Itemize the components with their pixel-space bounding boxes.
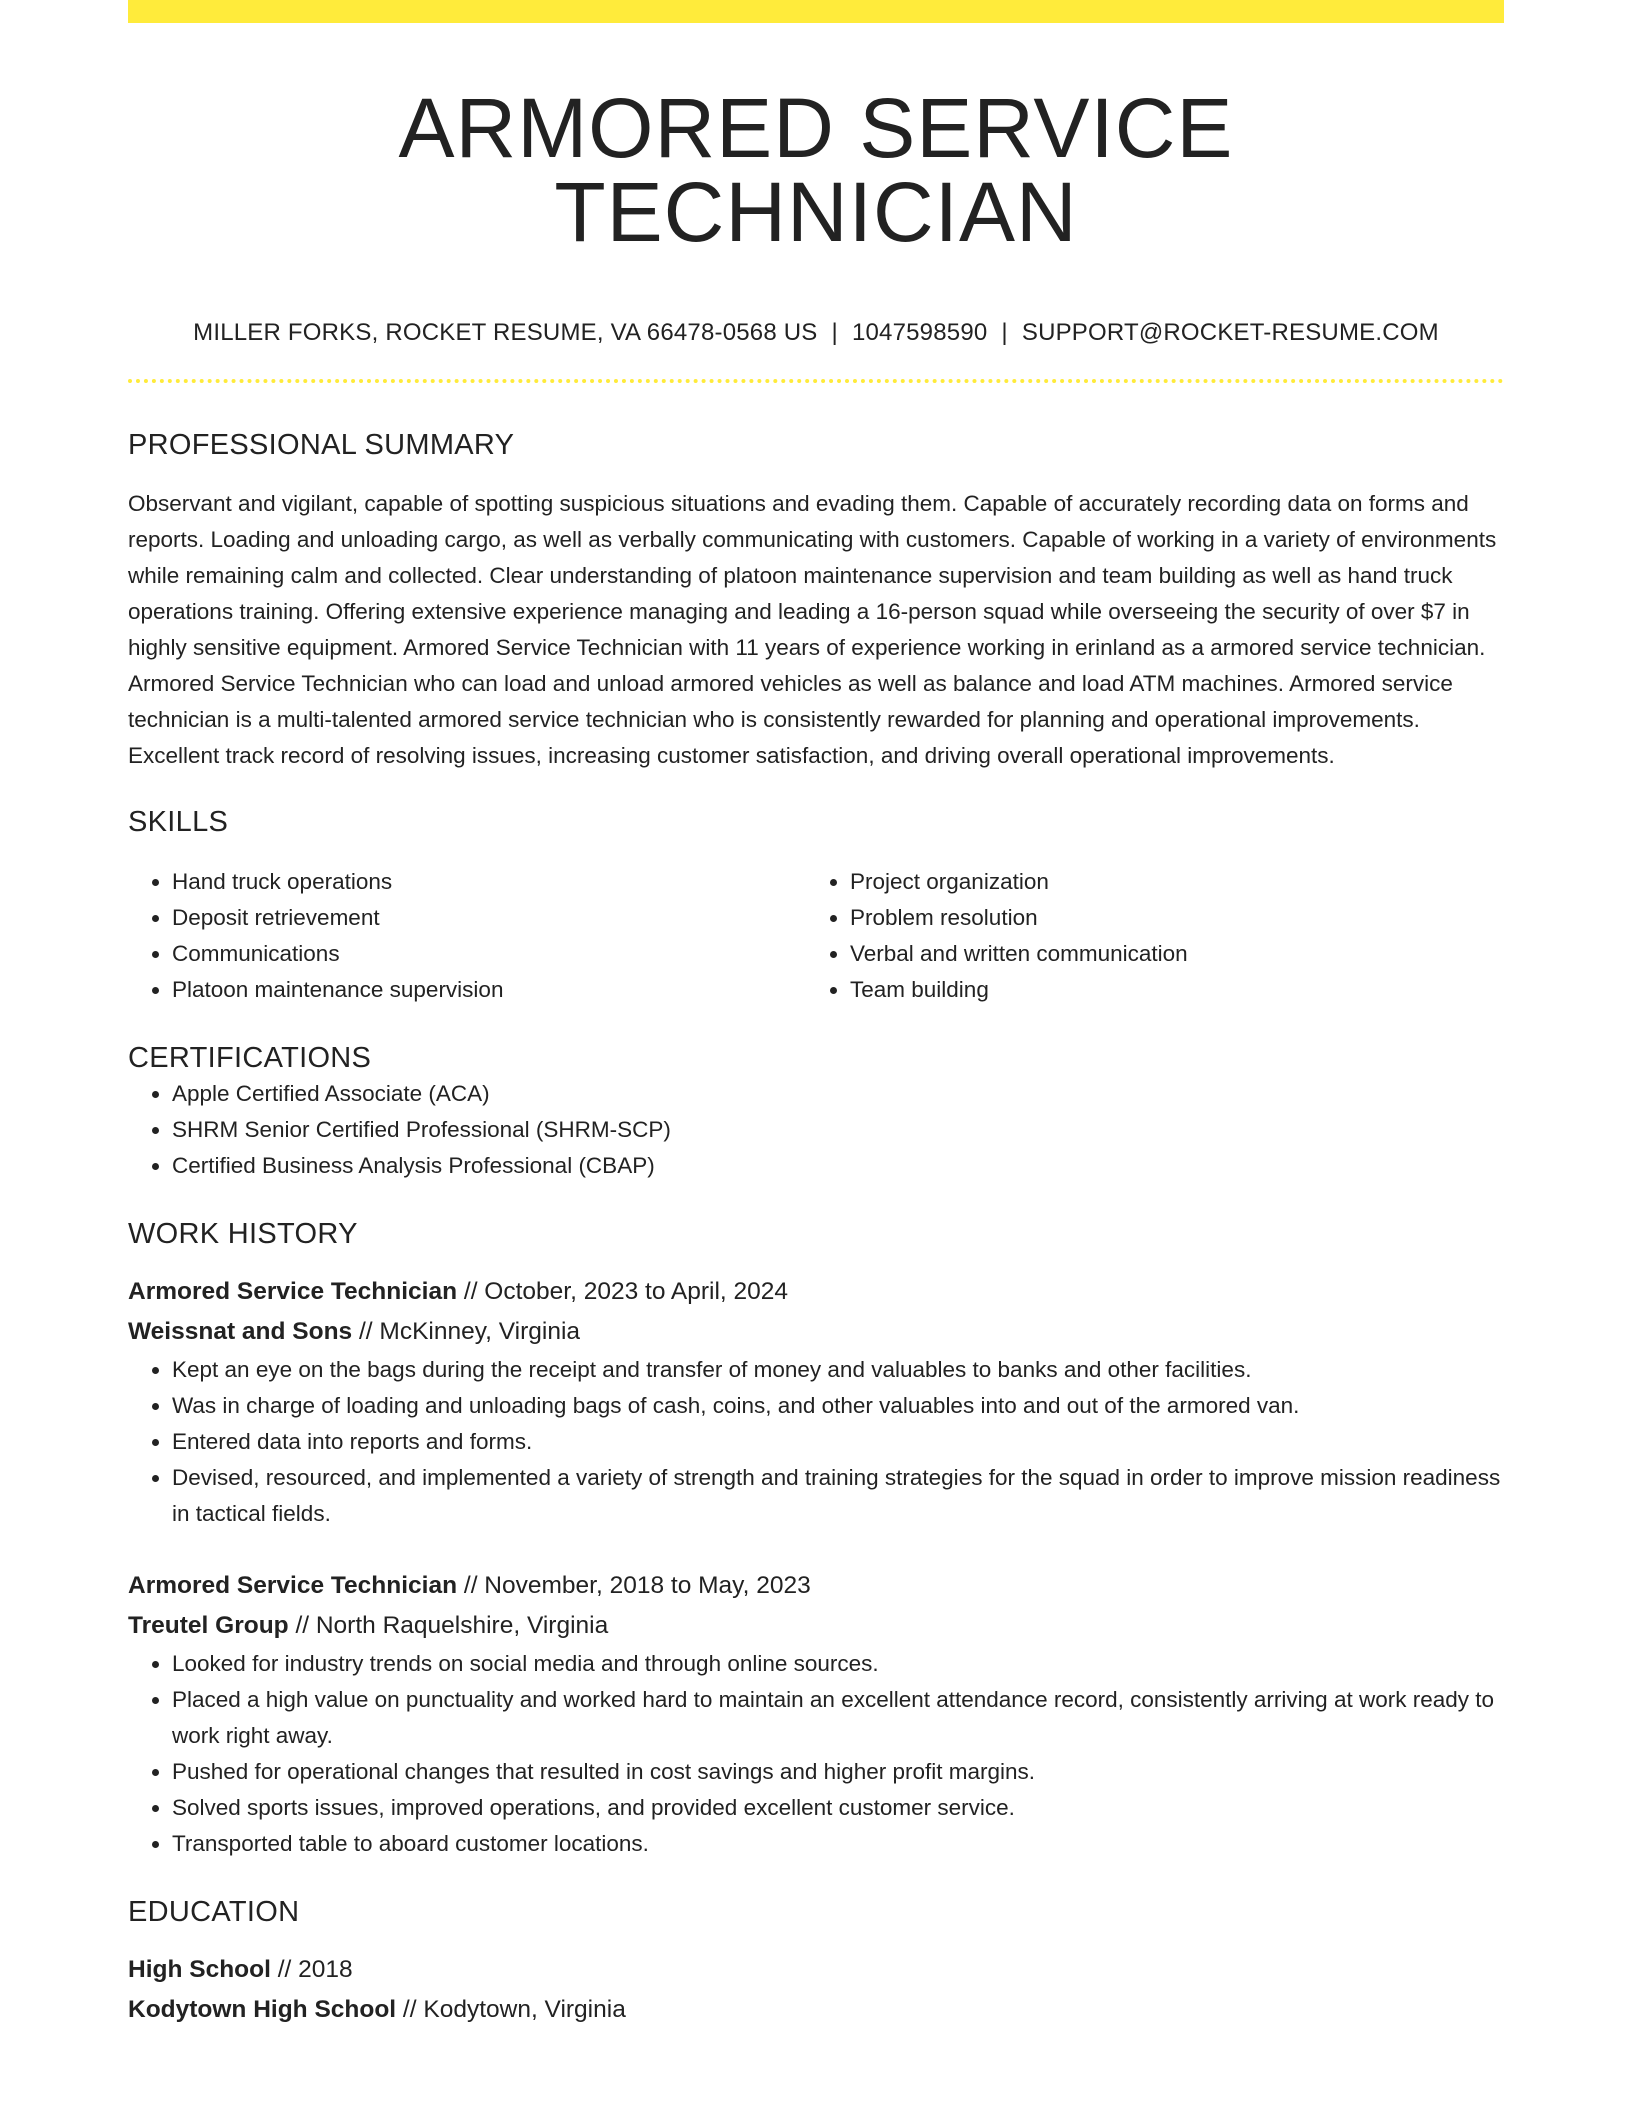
- certification-item: • Certified Business Analysis Professional (CBAP): [172, 1148, 1504, 1184]
- contact-phone: 1047598590: [851, 319, 988, 346]
- skill-item: • Communications: [172, 936, 806, 972]
- job-bullet: • Pushed for operational changes that resulted in cost savings and higher profit margins.: [172, 1754, 1504, 1790]
- job-bullet: • Looked for industry trends on social media and through online sources.: [172, 1646, 1504, 1682]
- certification-item: • SHRM Senior Certified Professional (SHRM-SCP): [172, 1112, 1504, 1148]
- job-entry: [128, 1566, 1504, 1862]
- job-bullet: • Was in charge of loading and unloading bags of cash, coins, and other valuables into and out of the armored van.: [172, 1388, 1504, 1424]
- skill-item: • Platoon maintenance supervision: [172, 972, 806, 1008]
- job-title-line: [128, 1272, 1504, 1312]
- job-company-line: [128, 1606, 1504, 1646]
- job-bullets: [128, 1352, 1504, 1532]
- resume-page: [128, 0, 1504, 2030]
- education-degree-line: [128, 1950, 1504, 1990]
- job-location: // North Raquelshire, Virginia: [288, 1611, 609, 1639]
- contact-separator: |: [1001, 319, 1008, 346]
- job-bullet: • Entered data into reports and forms.: [172, 1424, 1504, 1460]
- skill-item: • Hand truck operations: [172, 864, 806, 900]
- job-entry: [128, 1272, 1504, 1532]
- education-school-line: [128, 1990, 1504, 2030]
- job-company-line: [128, 1312, 1504, 1352]
- education-location: // Kodytown, Virginia: [396, 1995, 626, 2023]
- skills-heading: SKILLS: [128, 805, 229, 838]
- contact-address: MILLER FORKS, ROCKET RESUME, VA 66478-0568 US: [193, 319, 818, 346]
- skill-item: • Verbal and written communication: [850, 936, 1484, 972]
- skills-column-left: [128, 864, 806, 1008]
- job-title: Armored Service Technician: [128, 1277, 458, 1305]
- summary-heading: PROFESSIONAL SUMMARY: [128, 428, 515, 461]
- skill-item: • Team building: [850, 972, 1484, 1008]
- job-dates: // October, 2023 to April, 2024: [457, 1277, 789, 1305]
- job-bullet: • Solved sports issues, improved operations, and provided excellent customer service.: [172, 1790, 1504, 1826]
- job-bullet: • Kept an eye on the bags during the receipt and transfer of money and valuables to banks and other facilities.: [172, 1352, 1504, 1388]
- skills-list-right: [806, 864, 1484, 1008]
- work-history-heading: WORK HISTORY: [128, 1218, 358, 1251]
- resume-name: ARMORED SERVICE TECHNICIAN: [398, 81, 1234, 259]
- education-degree: High School: [128, 1955, 271, 1983]
- summary-text: Observant and vigilant, capable of spotting suspicious situations and evading them. Capable of accurately recording data on forms and reports. Loading and unloading cargo, as well as verbally communicating with customers. Capable of working in a variety of environments while remaining calm and collected. Clear understanding of platoon maintenance supervision and team building as well as hand truck operations training. Offering extensive experience managing and leading a 16-person squad while overseeing the security of over $7 in highly sensitive equipment. Armored Service Technician with 11 years of experience working in erinland as a armored service technician. Armored Service Technician who can load and unload armored vehicles as well as balance and load ATM machines. Armored service technician is a multi-talented armored service technician who is consistently rewarded for planning and operational improvements. Excellent track record of resolving issues, increasing customer satisfaction, and driving overall operational improvements.: [128, 490, 1497, 768]
- job-title: Armored Service Technician: [128, 1571, 458, 1599]
- education-school: Kodytown High School: [128, 1995, 397, 2023]
- contact-line: [128, 319, 1504, 348]
- skills-list-left: [128, 864, 806, 1008]
- contact-separator: |: [831, 319, 838, 346]
- education-heading: EDUCATION: [128, 1895, 300, 1928]
- certifications-list: [128, 1076, 1504, 1184]
- education-year: // 2018: [270, 1955, 353, 1983]
- skills-column-right: [806, 864, 1484, 1008]
- job-bullets: [128, 1646, 1504, 1862]
- job-bullet: • Placed a high value on punctuality and worked hard to maintain an excellent attendance record, consistently arriving at work ready to work right away.: [172, 1682, 1504, 1754]
- dotted-divider: [128, 379, 1504, 383]
- job-company: Treutel Group: [128, 1611, 289, 1639]
- job-company: Weissnat and Sons: [128, 1317, 353, 1345]
- certification-item: • Apple Certified Associate (ACA): [172, 1076, 1504, 1112]
- skill-item: • Deposit retrievement: [172, 900, 806, 936]
- job-bullet: • Devised, resourced, and implemented a variety of strength and training strategies for the squad in order to improve mission readiness in tactical fields.: [172, 1460, 1504, 1532]
- certifications-heading: CERTIFICATIONS: [128, 1042, 372, 1075]
- skill-item: • Project organization: [850, 864, 1484, 900]
- job-location: // McKinney, Virginia: [352, 1317, 581, 1345]
- skill-item: • Problem resolution: [850, 900, 1484, 936]
- accent-top-bar: [128, 0, 1504, 23]
- job-dates: // November, 2018 to May, 2023: [457, 1571, 811, 1599]
- skills-grid: [128, 864, 1504, 1008]
- education-entry: [128, 1950, 1504, 2030]
- contact-email: SUPPORT@ROCKET-RESUME.COM: [1021, 319, 1439, 346]
- job-title-line: [128, 1566, 1504, 1606]
- job-bullet: • Transported table to aboard customer locations.: [172, 1826, 1504, 1862]
